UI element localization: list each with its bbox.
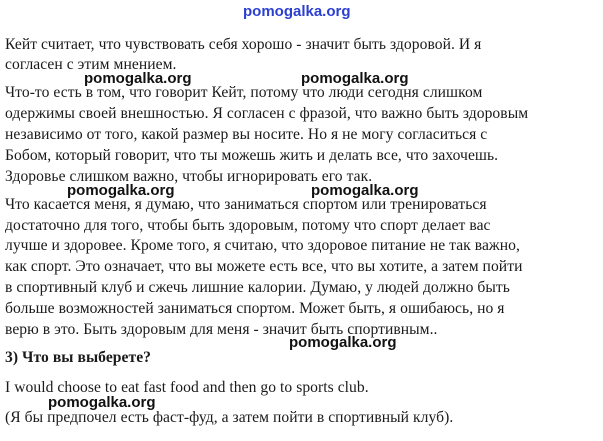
text-line: больше возможностей заниматься спортом. Может быть, я ошибаюсь, но я (5, 300, 505, 317)
text-line: Что касается меня, я думаю, что заниматься спортом или тренироваться (5, 196, 487, 213)
text-line: лучше и здоровее. Кроме того, я считаю, что здоровое питание не так важно, (5, 237, 520, 254)
watermark: pomogalka.org (48, 394, 156, 411)
watermark: pomogalka.org (311, 182, 419, 199)
text-line: одержимы своей внешностью. Я согласен с фразой, что важно быть здоровым (5, 105, 529, 122)
text-line: независимо от того, какой размер вы носите. Но я не могу согласиться с (5, 126, 488, 143)
text-line: Здоровье слишком важно, чтобы игнорировать его так. (5, 168, 373, 185)
watermark-top: pomogalka.org (243, 3, 351, 20)
text-line: как спорт. Это означает, что вы можете есть все, что вы хотите, а затем пойти (5, 258, 523, 275)
answer-english: I would choose to eat fast food and then go to sports club. (5, 379, 369, 396)
text-line: в спортивный клуб и сжечь лишние калории. Думаю, у людей должно быть (5, 279, 510, 296)
text-line: согласен с этим мнением. (5, 56, 177, 73)
text-line: Бобом, который говорит, что ты можешь жить и делать все, что захочешь. (5, 147, 499, 164)
watermark: pomogalka.org (84, 70, 192, 87)
text-line: достаточно для того, чтобы быть здоровым, потому что спорт делает вас (5, 217, 491, 234)
watermark: pomogalka.org (67, 182, 175, 199)
watermark: pomogalka.org (289, 334, 397, 351)
text-line: Что-то есть в том, что говорит Кейт, потому что люди сегодня слишком (5, 84, 483, 101)
text-line: Кейт считает, что чувствовать себя хорошо - значит быть здоровой. И я (5, 36, 482, 53)
question-heading: 3) Что вы выберете? (5, 349, 152, 366)
text-line: верю в это. Быть здоровым для меня - значит быть спортивным.. (5, 321, 438, 338)
answer-russian: (Я бы предпочел есть фаст-фуд, а затем пойти в спортивный клуб). (5, 409, 454, 426)
watermark: pomogalka.org (301, 70, 409, 87)
